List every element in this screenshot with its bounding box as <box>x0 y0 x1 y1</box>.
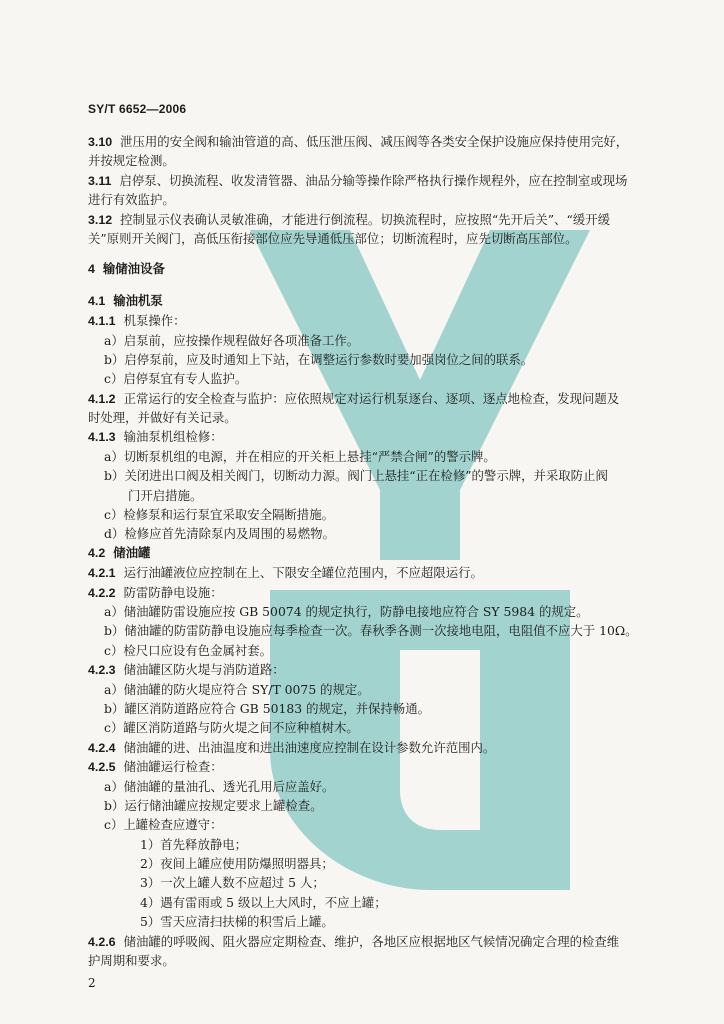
list-item: c）上罐检查应遵守： <box>104 817 223 833</box>
clause-text-cont: 并按规定检测。 <box>88 153 175 169</box>
clause-number: 4.2.5 <box>88 760 116 775</box>
list-item: a）储油罐的防火堤应符合 SY/T 0075 的规定。 <box>104 681 370 697</box>
list-item: b）运行储油罐应按规定要求上罐检查。 <box>104 797 323 813</box>
sub-list-item: 3）一次上罐人数不应超过 5 人； <box>140 875 325 891</box>
clause-number: 4.2.2 <box>88 585 116 600</box>
section-title: 输油机泵 <box>113 293 163 308</box>
clause-4-2-3 <box>88 660 666 679</box>
section-number: 4 <box>88 262 95 277</box>
list-item: a）切断泵机组的电源，并在相应的开关柜上悬挂“严禁合闸”的警示牌。 <box>104 448 496 464</box>
list-item: c）罐区消防道路与防火堤之间不应种植树木。 <box>104 720 359 736</box>
list-item: a）储油罐的量油孔、透光孔用后应盖好。 <box>104 778 335 794</box>
clause-text: 储油罐的进、出油温度和进出油速度应控制在设计参数允许范围内。 <box>123 739 496 755</box>
clause-number: 3.10 <box>88 135 113 149</box>
sub-list-item: 5）雪天应清扫扶梯的积雪后上罐。 <box>140 914 334 930</box>
sub-list-item: 2）夜间上罐应使用防爆照明器具； <box>140 856 334 872</box>
document-code: SY/T 6652—2006 <box>88 102 187 116</box>
section-4-2-heading <box>88 544 666 563</box>
clause-text: 防雷防静电设施： <box>123 584 223 600</box>
clause-number: 4.2.4 <box>88 740 116 755</box>
clause-4-2-6 <box>88 932 666 951</box>
section-number: 4.1 <box>88 293 106 308</box>
list-item-cont: 门开启措施。 <box>128 487 203 503</box>
clause-text: 输油泵机组检修： <box>123 429 223 445</box>
sub-list-item: 1）首先释放静电； <box>140 836 248 852</box>
list-item: b）储油罐的防雷防静电设施应每季检查一次。春秋季各测一次接地电阻，电阻值不应大于 10Ω。 <box>104 623 638 639</box>
clause-3-12 <box>88 210 666 229</box>
clause-number: 4.1.2 <box>88 391 116 406</box>
clause-3-11 <box>88 171 666 190</box>
list-item: b）启停泵前，应及时通知上下站，在调整运行参数时要加强岗位之间的联系。 <box>104 351 534 367</box>
page-number: 2 <box>88 976 96 990</box>
clause-4-2-1 <box>88 563 666 582</box>
section-title: 输储油设备 <box>102 262 165 277</box>
clause-text-cont: 关”原则开关阀门，高低压衔接部位应先导通低压部位；切断流程时，应先切断高压部位。 <box>88 230 578 246</box>
clause-text: 机泵操作： <box>123 313 186 329</box>
clause-text-cont: 时处理，并做好有关记录。 <box>88 410 237 426</box>
clause-text: 控制显示仪表确认灵敏准确，才能进行倒流程。切换流程时，应按照“先开后关”、“缓开缓 <box>120 211 610 227</box>
clause-text-cont: 进行有效监护。 <box>88 192 175 208</box>
clause-number: 4.2.1 <box>88 566 116 581</box>
section-4-1-heading <box>88 292 666 311</box>
clause-number: 4.1.1 <box>88 314 116 329</box>
document-body <box>88 132 666 970</box>
section-4-heading <box>88 260 666 279</box>
clause-text: 储油罐运行检查： <box>123 759 223 775</box>
clause-text-cont: 护周期和要求。 <box>88 953 175 969</box>
clause-4-1-2 <box>88 389 666 408</box>
clause-number: 3.11 <box>88 173 112 188</box>
list-item: c）启停泵宜有专人监护。 <box>104 371 248 387</box>
clause-text: 正常运行的安全检查与监护：应依照规定对运行机泵逐台、逐项、逐点地检查，发现问题及 <box>123 390 620 406</box>
list-item: a）启泵前，应按操作规程做好各项准备工作。 <box>104 332 360 348</box>
clause-4-2-5 <box>88 757 666 776</box>
section-number: 4.2 <box>88 545 106 560</box>
list-item: a）储油罐防雷设施应按 GB 50074 的规定执行，防静电接地应符合 SY 5984 的规定。 <box>104 603 589 619</box>
clause-text: 储油罐区防火堤与消防道路： <box>123 662 285 678</box>
clause-number: 3.12 <box>88 212 113 227</box>
list-item: d）检修应首先清除泵内及周围的易燃物。 <box>104 526 335 542</box>
clause-text: 运行油罐液位应控制在上、下限安全罐位范围内，不应超限运行。 <box>123 565 483 581</box>
clause-text: 储油罐的呼吸阀、阻火器应定期检查、维护，各地区应根据地区气候情况确定合理的检查维 <box>123 933 620 949</box>
clause-text: 启停泵、切换流程、收发清管器、油品分输等操作除严格执行操作规程外，应在控制室或现场 <box>119 172 628 188</box>
clause-4-2-4 <box>88 738 666 757</box>
clause-number: 4.2.6 <box>88 934 116 949</box>
section-title: 储油罐 <box>113 545 151 560</box>
list-item: c）检尺口应设有色金属衬套。 <box>104 642 273 658</box>
clause-4-2-2 <box>88 583 666 602</box>
sub-list-item: 4）遇有雷雨或 5 级以上大风时，不应上罐； <box>140 894 387 910</box>
clause-text: 泄压用的安全阀和输油管道的高、低压泄压阀、减压阀等各类安全保护设施应保持使用完好， <box>120 134 629 149</box>
list-item: b）关闭进出口阀及相关阀门，切断动力源。阀门上悬挂“正在检修”的警示牌，并采取防止阀 <box>104 468 608 484</box>
list-item: b）罐区消防道路应符合 GB 50183 的规定，并保持畅通。 <box>104 700 430 716</box>
clause-number: 4.2.3 <box>88 663 116 678</box>
list-item: c）检修泵和运行泵宜采取安全隔断措施。 <box>104 507 334 523</box>
clause-4-1-1 <box>88 311 666 330</box>
clause-4-1-3 <box>88 427 666 446</box>
clause-3-10 <box>88 132 666 151</box>
clause-number: 4.1.3 <box>88 430 116 445</box>
